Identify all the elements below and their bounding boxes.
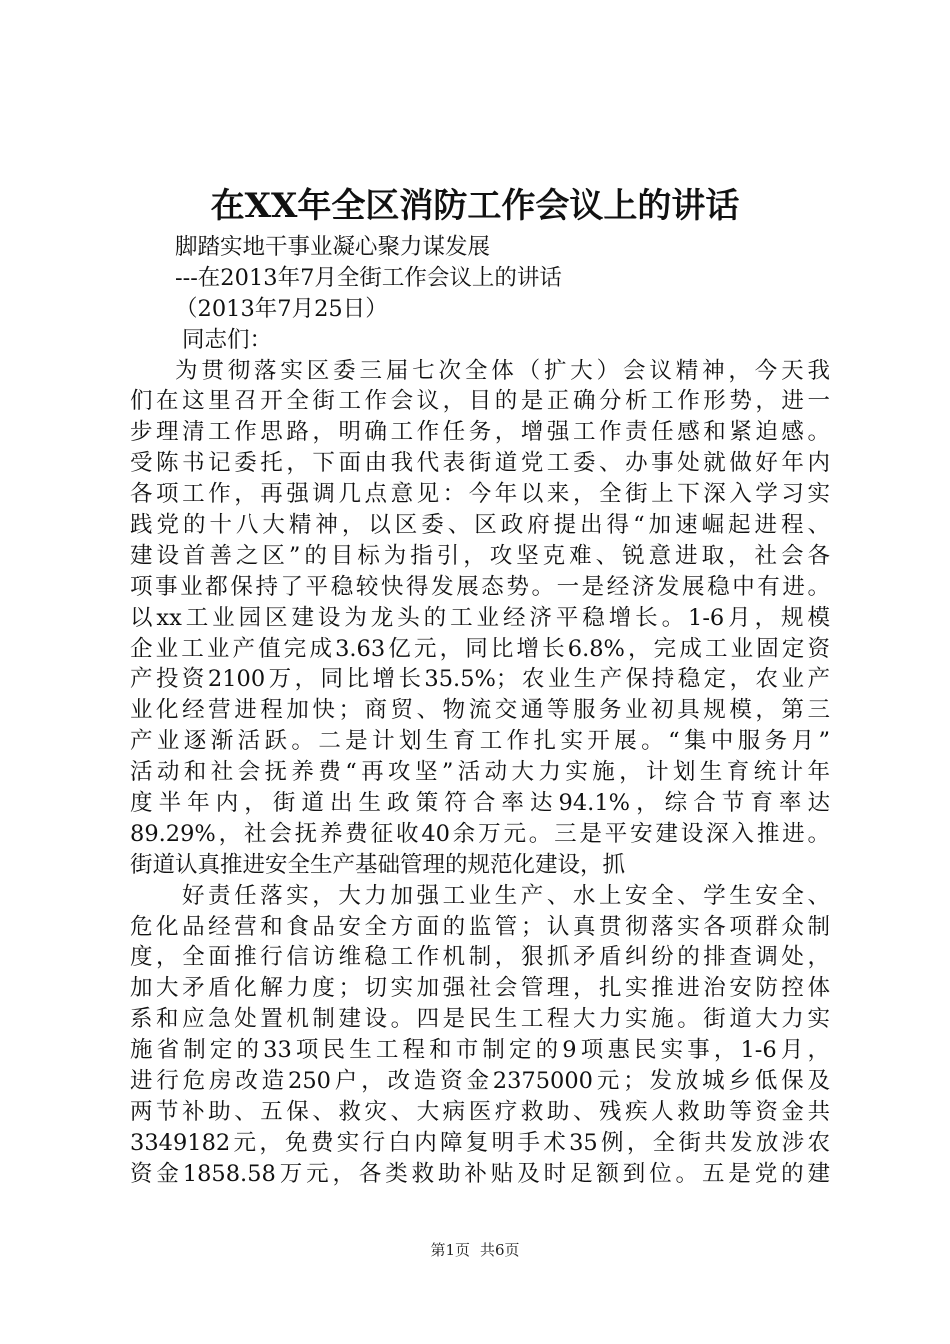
salutation-line: 同志们：	[182, 326, 273, 353]
page-footer	[0, 1240, 950, 1260]
paragraph-line: 践党的十八大精神，以区委、区政府提出得“加速崛起进程、	[130, 512, 830, 539]
paragraph-line: 为贯彻落实区委三届七次全体（扩大）会议精神，今天我	[175, 357, 830, 384]
date-line: （2013年7月25日）	[175, 295, 388, 322]
subtitle-line: 脚踏实地干事业凝心聚力谋发展	[175, 234, 491, 260]
paragraph-line: 街道认真推进安全生产基础管理的规范化建设，抓	[130, 851, 626, 878]
paragraph-line: 系和应急处置机制建设。四是民生工程大力实施。街道大力实	[130, 1006, 830, 1033]
document-title: 在XX年全区消防工作会议上的讲话	[210, 186, 740, 226]
paragraph-line: 3349182元，免费实行白内障复明手术35例，全街共发放涉农	[130, 1129, 830, 1156]
paragraph-line: 以xx工业园区建设为龙头的工业经济平稳增长。1-6月，规模	[130, 604, 830, 631]
paragraph-line: 两节补助、五保、救灾、大病医疗救助、残疾人救助等资金共	[130, 1098, 830, 1125]
paragraph-line: 进行危房改造250户，改造资金2375000元；发放城乡低保及	[130, 1068, 830, 1095]
paragraph-line: 好责任落实，大力加强工业生产、水上安全、学生安全、	[182, 882, 830, 909]
paragraph-line: 受陈书记委托，下面由我代表街道党工委、办事处就做好年内	[130, 450, 830, 477]
paragraph-line: 产业逐渐活跃。二是计划生育工作扎实开展。“集中服务月”	[130, 728, 830, 755]
subtitle-line: ---在2013年7月全街工作会议上的讲话	[175, 264, 562, 291]
page-number: 第1页	[430, 1241, 470, 1259]
document-body	[130, 232, 830, 1190]
page-total: 共6页	[480, 1241, 520, 1259]
paragraph-line: 们在这里召开全街工作会议，目的是正确分析工作形势，进一	[130, 388, 830, 415]
paragraph-line: 企业工业产值完成3.63亿元，同比增长6.8%，完成工业固定资	[130, 635, 830, 662]
paragraph-line: 业化经营进程加快；商贸、物流交通等服务业初具规模，第三	[130, 697, 830, 724]
paragraph-line: 步理清工作思路，明确工作任务，增强工作责任感和紧迫感。	[130, 419, 830, 446]
paragraph-line: 89.29%，社会抚养费征收40余万元。三是平安建设深入推进。	[130, 820, 830, 847]
paragraph-line: 各项工作，再强调几点意见：今年以来，全街上下深入学习实	[130, 481, 830, 508]
paragraph-line: 产投资2100万，同比增长35.5%；农业生产保持稳定，农业产	[130, 666, 830, 693]
paragraph-line: 度半年内，街道出生政策符合率达94.1%，综合节育率达	[130, 790, 830, 817]
paragraph-line: 度，全面推行信访维稳工作机制，狠抓矛盾纠纷的排查调处，	[130, 944, 830, 971]
paragraph-line: 活动和社会抚养费“再攻坚”活动大力实施，计划生育统计年	[130, 759, 830, 786]
paragraph-line: 加大矛盾化解力度；切实加强社会管理，扎实推进治安防控体	[130, 975, 830, 1002]
paragraph-line: 建设首善之区”的目标为指引，攻坚克难、锐意进取，社会各	[130, 542, 830, 569]
paragraph-line: 项事业都保持了平稳较快得发展态势。一是经济发展稳中有进。	[130, 573, 830, 600]
paragraph-line: 资金1858.58万元，各类救助补贴及时足额到位。五是党的建	[130, 1160, 830, 1187]
paragraph-line: 施省制定的33项民生工程和市制定的9项惠民实事，1-6月，	[130, 1037, 830, 1064]
paragraph-line: 危化品经营和食品安全方面的监管；认真贯彻落实各项群众制	[130, 913, 830, 940]
